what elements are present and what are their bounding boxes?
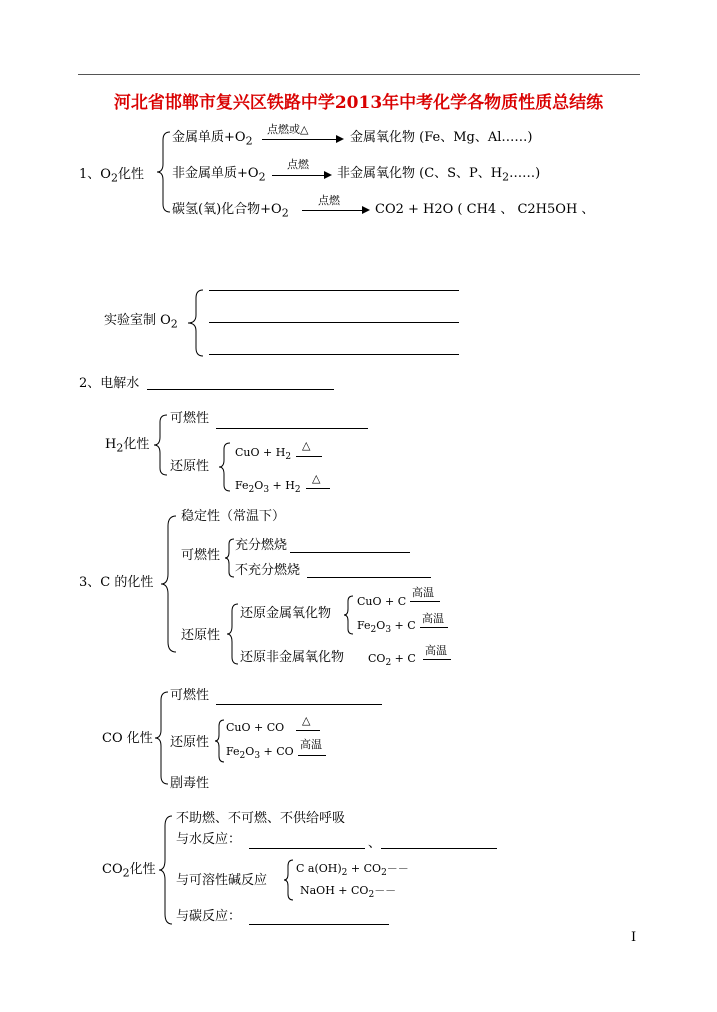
co2-base-brace bbox=[283, 858, 295, 902]
co2-water-answer-blank-1[interactable] bbox=[249, 848, 365, 849]
h2-reaction-2-line bbox=[306, 488, 330, 489]
lab-o2-answer-blank-3[interactable] bbox=[209, 354, 459, 355]
o2-section-label: 1、$O_2$化性 bbox=[79, 167, 144, 185]
co-reaction-2-condition: 高温 bbox=[300, 738, 322, 751]
electrolysis-answer-blank[interactable] bbox=[147, 389, 334, 390]
arrow-head-icon bbox=[362, 206, 370, 214]
carbon-stable-label: 稳定性（常温下） bbox=[181, 509, 286, 524]
o2-reaction-2-condition: 点燃 bbox=[287, 158, 309, 171]
co2-water-answer-blank-2[interactable] bbox=[381, 848, 497, 849]
carbon-reaction-2: $Fe_2O_3 + C$ bbox=[357, 619, 416, 636]
h2-combustible-label: 可燃性 bbox=[170, 411, 210, 426]
h2-reaction-1-line bbox=[296, 456, 322, 457]
lab-o2-label: 实验室制 $O_2$ bbox=[104, 313, 178, 331]
co-brace bbox=[154, 690, 170, 786]
h2-reducing-brace bbox=[218, 441, 232, 493]
carbon-reaction-1: CuO + C bbox=[357, 595, 407, 608]
carbon-metal-oxide-label: 还原金属氧化物 bbox=[240, 606, 332, 621]
o2-reaction-1-reactants: 金属单质$+O_2$ bbox=[172, 130, 253, 148]
o2-reaction-1-product: 金属氧化物 (Fe、Mg、Al……) bbox=[350, 130, 533, 145]
carbon-full-burn-label: 充分燃烧 bbox=[235, 538, 288, 553]
carbon-reaction-2-condition: 高温 bbox=[422, 612, 444, 625]
lab-o2-answer-blank-1[interactable] bbox=[209, 290, 459, 291]
co-reaction-1-condition: △ bbox=[302, 714, 311, 727]
co2-carbon-reaction-label: 与碳反应： bbox=[176, 909, 242, 924]
carbon-reducing-brace bbox=[226, 602, 240, 666]
o2-reaction-3-reactants: 碳氢(氧)化合物$+O_2$ bbox=[172, 202, 289, 220]
carbon-reaction-2-line bbox=[420, 627, 448, 628]
carbon-brace bbox=[160, 514, 178, 654]
electrolysis-label: 2、电解水 bbox=[79, 376, 140, 391]
carbon-reaction-3-line bbox=[423, 659, 451, 660]
page-number: I bbox=[631, 930, 637, 945]
carbon-reaction-1-condition: 高温 bbox=[412, 586, 434, 599]
co2-property-line-1: 不助燃、不可燃、不供给呼吸 bbox=[176, 811, 346, 826]
carbon-reaction-1-line bbox=[410, 601, 440, 602]
co-reducing-brace bbox=[214, 718, 226, 764]
co2-base-reaction-1: C $a(OH)_2 + CO_2--$ bbox=[296, 862, 409, 879]
carbon-reducing-label: 还原性 bbox=[181, 628, 221, 643]
h2-reaction-2: $Fe_2O_3 + H_2$ bbox=[235, 479, 301, 496]
page-title: 河北省邯郸市复兴区铁路中学2013年中考化学各物质性质总结练 bbox=[113, 93, 604, 113]
o2-reaction-3-product: CO2 + H2O ( CH4 、 C2H5OH 、 bbox=[375, 202, 595, 217]
arrow-head-icon bbox=[336, 135, 344, 143]
co-reaction-1-line bbox=[296, 730, 320, 731]
carbon-reaction-3-condition: 高温 bbox=[425, 644, 447, 657]
co2-water-separator: 、 bbox=[368, 836, 382, 851]
o2-reaction-3-condition: 点燃 bbox=[318, 194, 340, 207]
co-toxic-label: 剧毒性 bbox=[170, 776, 210, 791]
o2-reaction-2-reactants: 非金属单质$+O_2$ bbox=[172, 166, 266, 184]
carbon-reaction-3: $CO_2 + C$ bbox=[368, 652, 416, 669]
carbon-metal-oxide-brace bbox=[343, 594, 355, 636]
o2-reaction-1-condition: 点燃或△ bbox=[267, 123, 309, 136]
o2-reaction-1-arrow bbox=[262, 139, 338, 140]
co2-base-reaction-label: 与可溶性碱反应 bbox=[176, 873, 268, 888]
o2-reaction-3-arrow bbox=[302, 210, 364, 211]
co2-base-reaction-2: NaOH + $CO_2--$ bbox=[300, 884, 397, 901]
co-reaction-2: $Fe_2O_3$ + CO bbox=[226, 745, 294, 762]
co-combustible-label: 可燃性 bbox=[170, 688, 210, 703]
co2-water-reaction-label: 与水反应： bbox=[176, 832, 242, 847]
co2-carbon-answer-blank[interactable] bbox=[249, 924, 389, 925]
co2-section-label: $CO_2$化性 bbox=[102, 862, 156, 880]
carbon-partial-burn-answer-blank[interactable] bbox=[307, 577, 431, 578]
carbon-nonmetal-oxide-label: 还原非金属氧化物 bbox=[240, 650, 345, 665]
co-combustible-answer-blank[interactable] bbox=[216, 704, 382, 705]
h2-combustible-answer-blank[interactable] bbox=[216, 428, 368, 429]
h2-reaction-1: CuO + $H_2$ bbox=[235, 446, 292, 463]
h2-section-label: $H_2$化性 bbox=[105, 437, 150, 455]
co-reducing-label: 还原性 bbox=[170, 735, 210, 750]
lab-o2-brace bbox=[187, 288, 205, 358]
arrow-head-icon bbox=[324, 171, 332, 179]
co-section-label: CO 化性 bbox=[102, 731, 153, 746]
carbon-full-burn-answer-blank[interactable] bbox=[290, 552, 410, 553]
header-rule bbox=[78, 74, 640, 75]
o2-reaction-2-product: 非金属氧化物 (C、S、P、$H_2\dots\dots$) bbox=[337, 166, 541, 184]
carbon-combustible-label: 可燃性 bbox=[181, 548, 221, 563]
co2-brace bbox=[158, 814, 174, 926]
carbon-section-label: 3、C 的化性 bbox=[79, 575, 154, 590]
h2-reducing-label: 还原性 bbox=[170, 459, 210, 474]
h2-brace bbox=[153, 413, 169, 477]
co-reaction-2-line bbox=[298, 755, 326, 756]
o2-reaction-2-arrow bbox=[272, 175, 326, 176]
carbon-partial-burn-label: 不充分燃烧 bbox=[235, 563, 301, 578]
co-reaction-1: CuO + CO bbox=[226, 721, 285, 734]
o2-brace bbox=[156, 130, 172, 214]
h2-reaction-2-condition: △ bbox=[312, 472, 321, 485]
h2-reaction-1-condition: △ bbox=[302, 439, 311, 452]
lab-o2-answer-blank-2[interactable] bbox=[209, 322, 459, 323]
